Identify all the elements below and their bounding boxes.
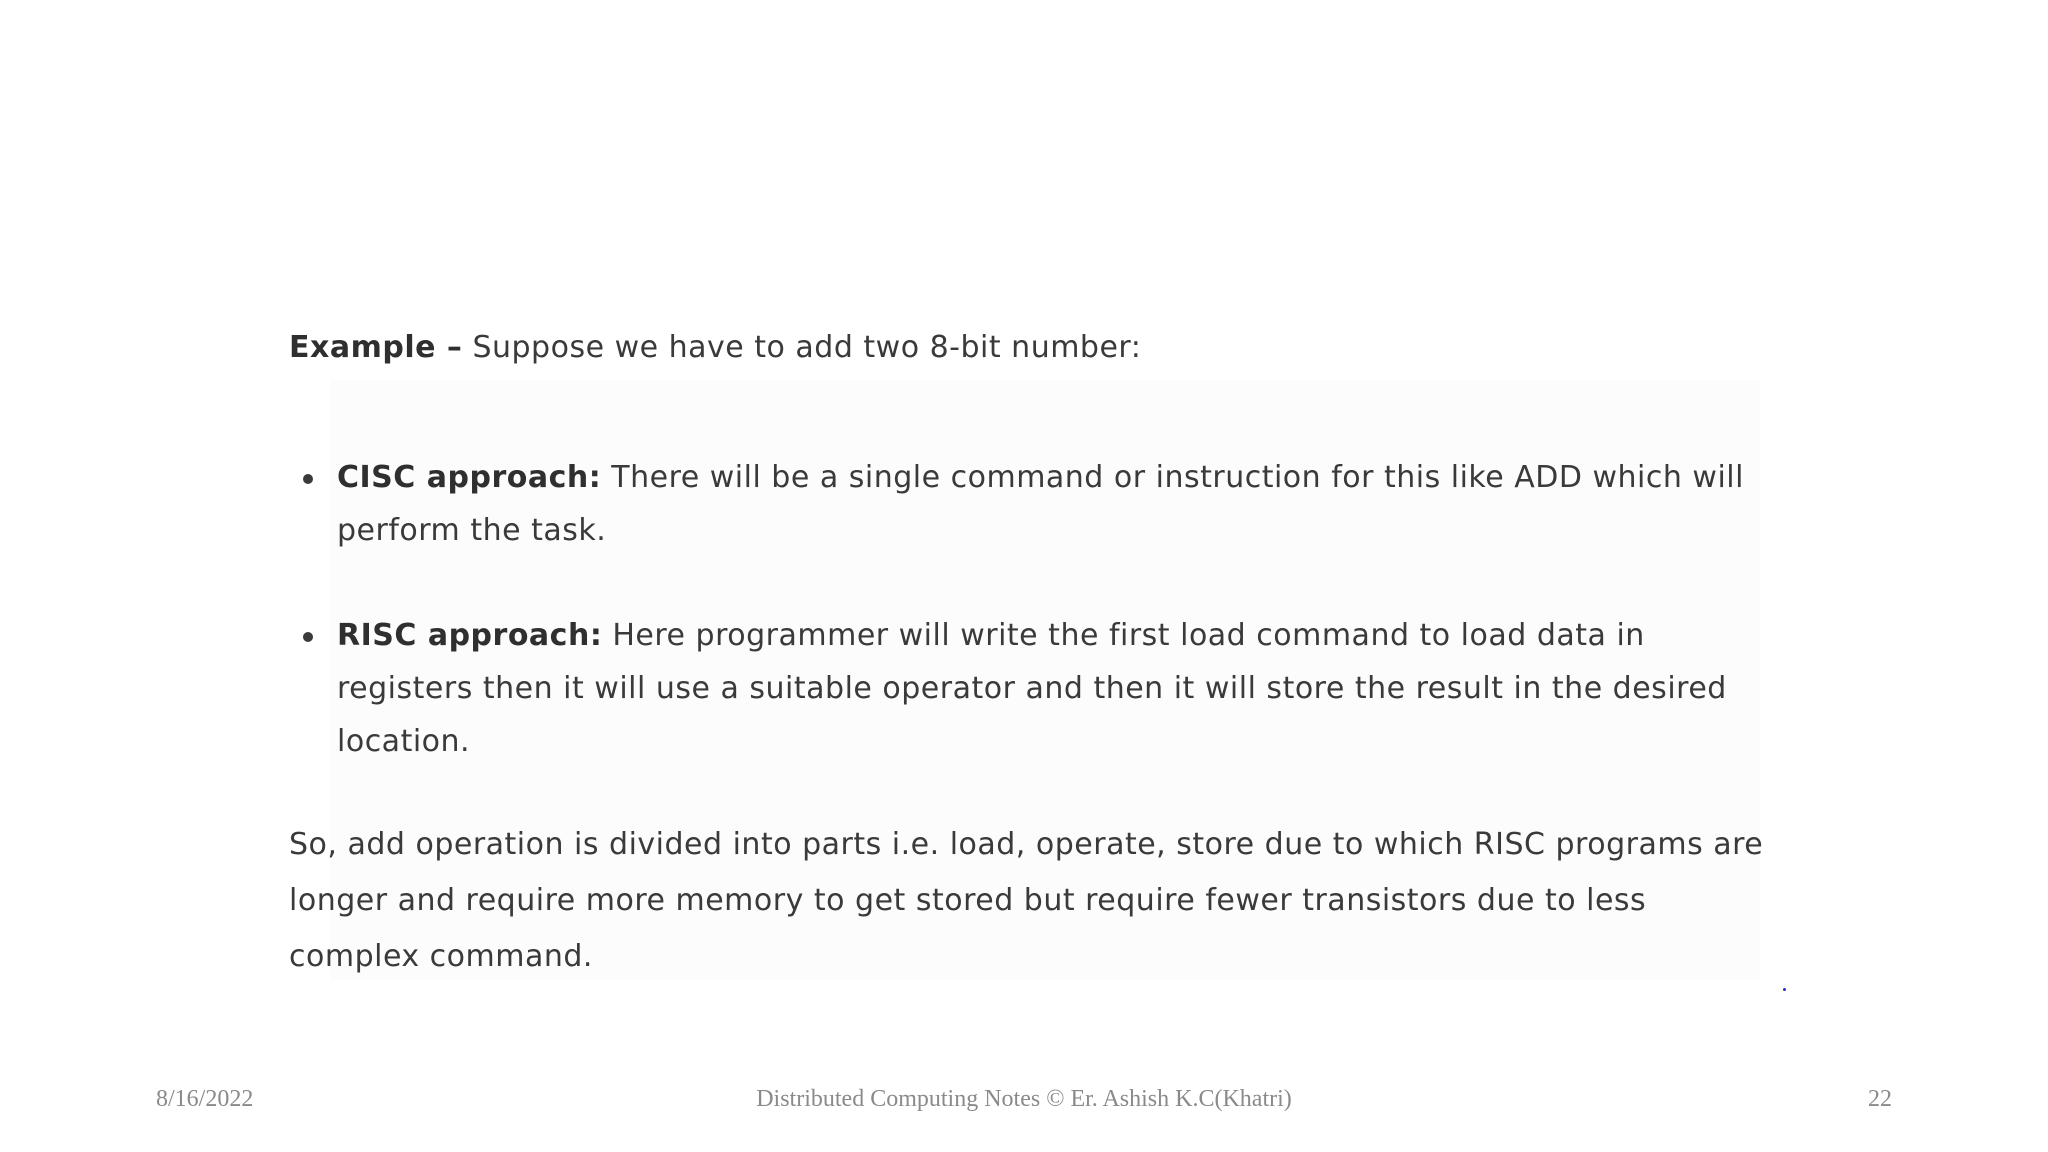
footer-title: Distributed Computing Notes © Er. Ashish K.C(Khatri) <box>756 1086 1292 1112</box>
cisc-label: CISC approach: <box>337 460 602 495</box>
cisc-text: There will be a single command or instruction for this like ADD which will perform the task. <box>337 460 1744 548</box>
bullet-icon <box>303 632 313 642</box>
bullet-icon <box>303 474 313 484</box>
footer-date: 8/16/2022 <box>156 1086 254 1112</box>
example-label: Example – <box>289 330 463 365</box>
example-paragraph <box>289 328 1789 368</box>
approach-list <box>289 451 1769 768</box>
list-item-risc <box>289 609 1769 768</box>
stray-mark <box>1783 988 1786 991</box>
risc-label: RISC approach: <box>337 618 603 653</box>
example-text: Suppose we have to add two 8-bit number: <box>462 330 1142 365</box>
summary-paragraph: So, add operation is divided into parts i.e. load, operate, store due to which RISC programs are longer and require more memory to get stored but require fewer transistors due to less complex command. <box>289 827 1764 974</box>
list-item-cisc <box>289 451 1769 557</box>
page-number: 22 <box>1868 1086 1892 1112</box>
risc-text: Here programmer will write the first load command to load data in registers then it will use a suitable operator and then it will store the result in the desired location. <box>337 618 1727 759</box>
